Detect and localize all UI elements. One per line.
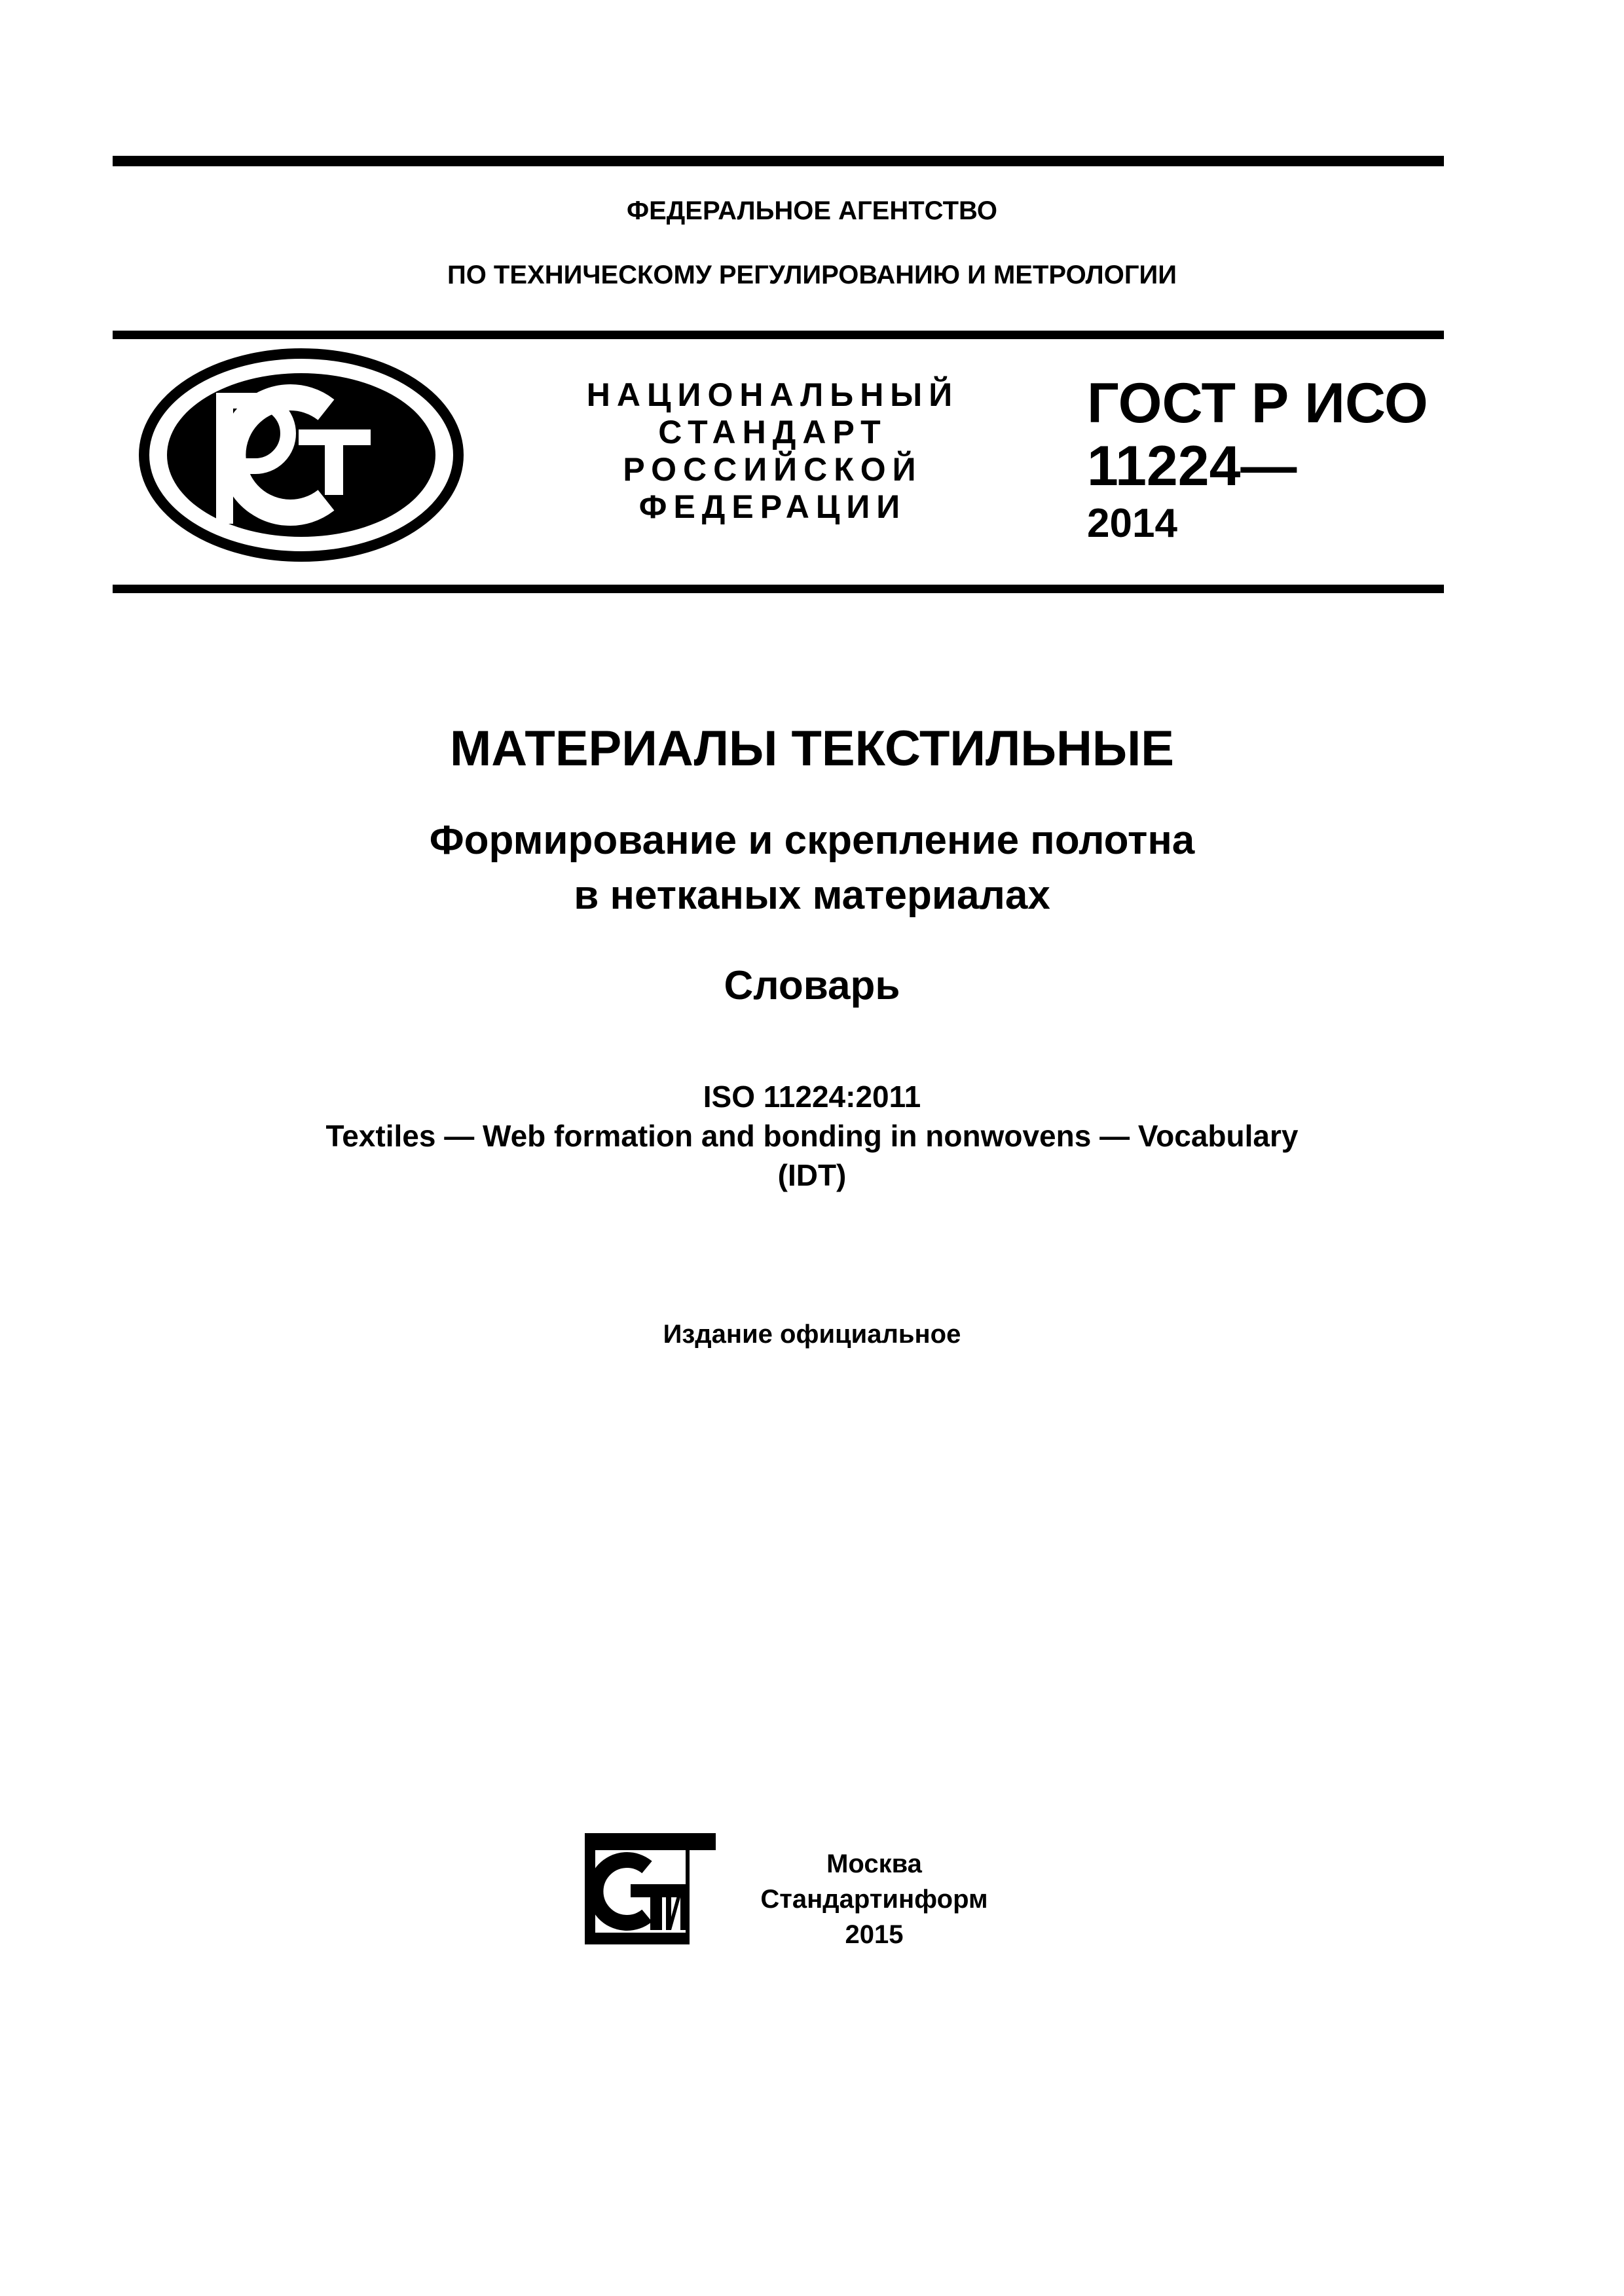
iso-equivalence-degree: (IDT) xyxy=(777,1158,847,1192)
gost-year: 2014 xyxy=(1087,501,1177,546)
header-bottom-rule xyxy=(113,585,1444,593)
national-standard-line4: ФЕДЕРАЦИИ xyxy=(638,488,907,525)
top-rule xyxy=(113,156,1444,166)
document-title: МАТЕРИАЛЫ ТЕКСТИЛЬНЫЕ xyxy=(450,721,1174,776)
imprint xyxy=(740,1846,1008,1952)
agency-name-line2: ПО ТЕХНИЧЕСКОМУ РЕГУЛИРОВАНИЮ И МЕТРОЛОГИИ xyxy=(447,261,1177,289)
document-part-title: Словарь xyxy=(724,963,900,1008)
rst-logo xyxy=(138,347,465,563)
official-edition-note: Издание официальное xyxy=(663,1320,961,1349)
imprint-year: 2015 xyxy=(845,1920,904,1949)
gost-designation xyxy=(1087,372,1428,550)
header-top-rule xyxy=(113,331,1444,339)
agency-name-line1: ФЕДЕРАЛЬНОЕ АГЕНТСТВО xyxy=(626,196,998,225)
iso-reference-title: Textiles — Web formation and bonding in nonwovens — Vocabulary xyxy=(325,1119,1299,1153)
imprint-publisher: Стандартинформ xyxy=(760,1885,988,1914)
national-standard-heading xyxy=(570,376,976,526)
gost-number: 11224— xyxy=(1087,435,1297,498)
national-standard-line2: СТАНДАРТ xyxy=(658,414,887,450)
national-standard-line1: НАЦИОНАЛЬНЫЙ xyxy=(586,376,959,413)
imprint-city: Москва xyxy=(826,1850,922,1878)
iso-reference-number: ISO 11224:2011 xyxy=(703,1080,921,1114)
document-subtitle-line2: в нетканых материалах xyxy=(574,873,1050,918)
national-standard-line3: РОССИЙСКОЙ xyxy=(623,451,923,488)
gost-code: ГОСТ Р ИСО xyxy=(1087,372,1428,435)
standartinform-logo xyxy=(585,1833,716,1944)
document-subtitle-line1: Формирование и скрепление полотна xyxy=(429,818,1195,863)
